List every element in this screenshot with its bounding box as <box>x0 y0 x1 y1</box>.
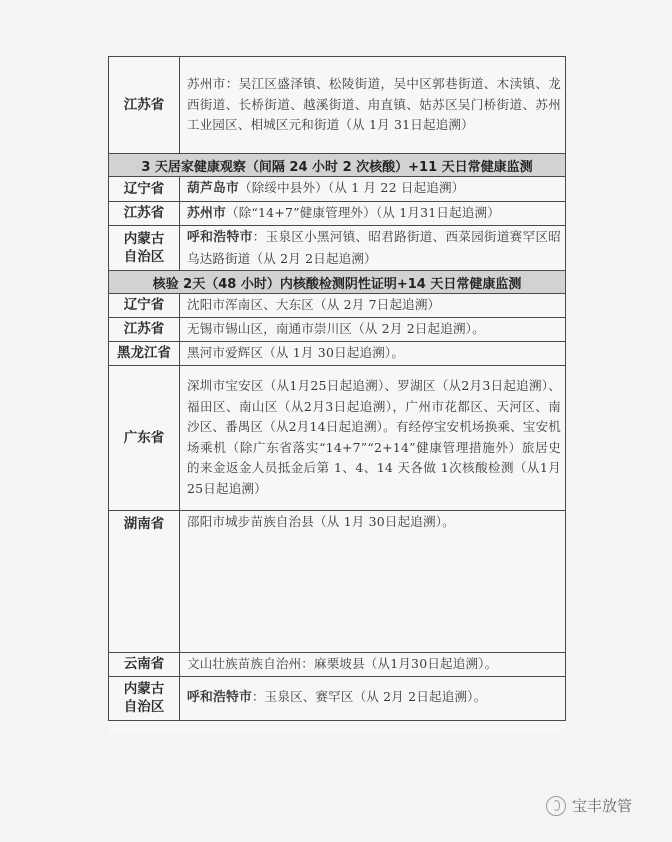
watermark <box>546 795 632 816</box>
table-row <box>109 365 566 510</box>
province-line: 自治区 <box>123 699 165 715</box>
table-row <box>109 510 566 652</box>
province-cell: 黑龙江省 <box>109 341 180 365</box>
epidemic-control-table <box>108 56 566 721</box>
section-header: 3 天居家健康观察（间隔 24 小时 2 次核酸）+11 天日常健康监测 <box>109 154 566 177</box>
city-name: 呼和浩特市 <box>187 230 253 245</box>
province-cell: 江苏省 <box>109 57 180 154</box>
table-row <box>109 294 566 318</box>
section-header-row <box>109 154 566 177</box>
area-cell <box>180 201 566 226</box>
watermark-text: 宝丰放管 <box>571 797 632 815</box>
province-line: 内蒙古 <box>123 231 165 247</box>
province-cell <box>109 226 180 271</box>
section-header-row <box>109 271 566 294</box>
area-cell <box>180 226 566 271</box>
area-text: （除绥中县外）（从 1 月 22 日起追溯） <box>239 180 465 195</box>
section-header: 核验 2天（48 小时）内核酸检测阴性证明+14 天日常健康监测 <box>109 271 566 294</box>
province-cell: 云南省 <box>109 652 180 676</box>
area-cell: 深圳市宝安区（从1月25日起追溯）、罗湖区（从2月3日起追溯）、福田区、南山区（从2月3日起追溯），广州市花都区、天河区、南沙区、番禺区（从2月14日起追溯）。有经停宝安机场换乘、宝安机场乘机（除广东省落实“14+7”“2+14”健康管理措施外）旅居史的来金返金人员抵金后第 1、4、14 天各做 1次核酸检测（从1月25日起追溯） <box>180 365 566 510</box>
document-page <box>108 56 566 734</box>
area-text: ：玉泉区小黑河镇、昭君路街道、西菜园街道赛罕区昭乌达路街道（从 2月 2日起追溯） <box>187 229 562 266</box>
area-cell <box>180 676 566 720</box>
table-row <box>109 317 566 341</box>
table-row <box>109 676 566 720</box>
city-name: 葫芦岛市 <box>187 181 239 196</box>
area-text: （除“14+7”健康管理外）（从 1月31日起追溯） <box>226 204 500 220</box>
area-cell: 文山壮族苗族自治州：麻栗坡县（从1月30日起追溯）。 <box>180 652 566 676</box>
table-row <box>109 341 566 365</box>
table-row <box>109 201 566 226</box>
province-line: 自治区 <box>123 249 165 265</box>
province-cell: 湖南省 <box>109 510 180 652</box>
province-cell: 江苏省 <box>109 317 180 341</box>
table-row <box>109 226 566 271</box>
table-row <box>109 177 566 202</box>
area-cell: 邵阳市城步苗族自治县（从 1月 30日起追溯）。 <box>180 510 566 652</box>
area-cell: 黑河市爱辉区（从 1月 30日起追溯）。 <box>180 341 566 365</box>
province-cell: 辽宁省 <box>109 177 180 202</box>
province-cell: 江苏省 <box>109 201 180 226</box>
province-line: 内蒙古 <box>123 681 165 697</box>
province-cell: 辽宁省 <box>109 294 180 318</box>
area-cell <box>180 177 566 202</box>
table-row <box>109 652 566 676</box>
province-cell: 广东省 <box>109 365 180 510</box>
table-row <box>109 57 566 154</box>
area-text: ：玉泉区、赛罕区（从 2月 2日起追溯）。 <box>251 689 487 705</box>
city-name: 苏州市 <box>187 205 226 221</box>
city-name: 呼和浩特市 <box>187 690 252 706</box>
area-cell: 沈阳市浑南区、大东区（从 2月 7日起追溯） <box>180 294 566 318</box>
wechat-icon <box>546 796 566 816</box>
area-cell: 无锡市锡山区，南通市崇川区（从 2月 2日起追溯）。 <box>180 317 566 341</box>
province-cell <box>109 676 180 720</box>
area-cell: 苏州市：吴江区盛泽镇、松陵街道，吴中区郭巷街道、木渎镇、龙西街道、长桥街道、越溪街道、甪直镇、姑苏区吴门桥街道、苏州工业园区、相城区元和街道（从 1月 31日起追溯） <box>180 57 566 154</box>
